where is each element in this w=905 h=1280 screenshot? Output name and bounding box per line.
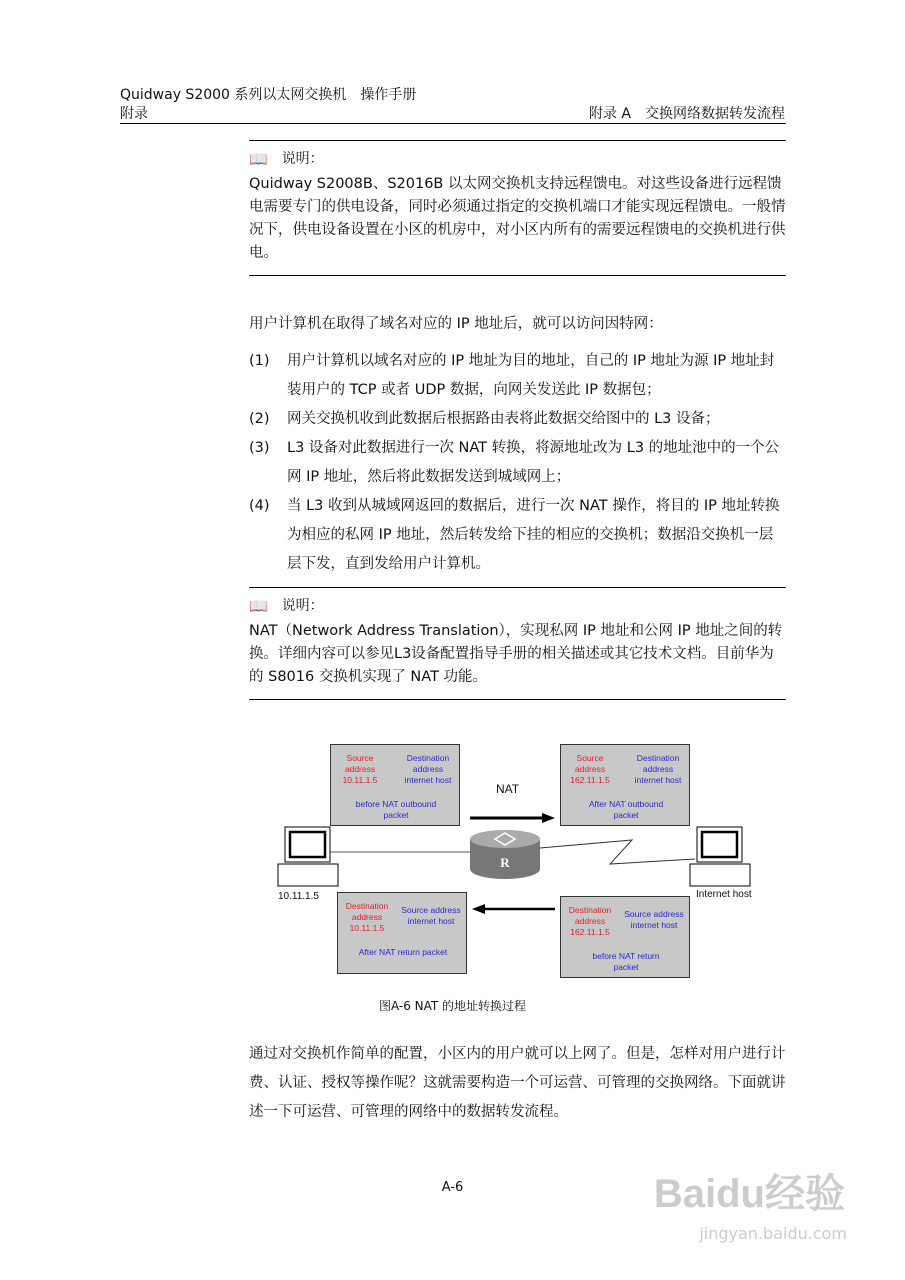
header-divider xyxy=(120,123,786,124)
nat-label: NAT xyxy=(496,782,520,796)
note-box xyxy=(249,140,786,276)
list-item: (4) 当 L3 收到从城域网返回的数据后，进行一次 NAT 操作，将目的 IP 地址转换为相应的私网 IP 地址，然后转发给下挂的相应的交换机；数据沿交换机一层层下发，直到发给用户计算机。 xyxy=(249,498,780,572)
intro-paragraph: 用户计算机在取得了域名对应的 IP 地址后，就可以访问因特网： xyxy=(249,316,663,332)
book-icon: 📖 xyxy=(249,150,268,168)
step-list xyxy=(249,347,786,579)
right-host-label: Internet host xyxy=(696,889,752,900)
packet-box: Destination address 10.11.1.5 Source address internet host After NAT return packet xyxy=(337,892,467,974)
packet-box: Destination address 162.11.1.5 Source address internet host before NAT return packet xyxy=(560,896,690,978)
note-text: NAT（Network Address Translation），实现私网 IP 地址和公网 IP 地址之间的转换。详细内容可以参见L3设备配置指导手册的相关描述或其它技术文档。目前华为的 S8016 交换机实现了 NAT 功能。 xyxy=(249,623,783,685)
list-item: (2) 网关交换机收到此数据后根据路由表将此数据交给图中的 L3 设备； xyxy=(249,411,720,427)
left-host-label: 10.11.1.5 xyxy=(278,891,319,902)
packet-box: Source address 10.11.1.5 Destination address internet host before NAT outbound packet xyxy=(330,744,460,826)
note-text: Quidway S2008B、S2016B 以太网交换机支持远程馈电。对这些设备进行远程馈电需要专门的供电设备，同时必须通过指定的交换机端口才能实现远程馈电。一般情况下，供电设备设置在小区的机房中，对小区内所有的需要远程馈电的交换机进行供电。 xyxy=(249,176,786,261)
conclusion-paragraph: 通过对交换机作简单的配置，小区内的用户就可以上网了。但是，怎样对用户进行计费、认证、授权等操作呢？这就需要构造一个可运营、可管理的交换网络。下面就讲述一下可运营、可管理的网络中的数据转发流程。 xyxy=(249,1046,786,1120)
header-left: 附录 xyxy=(120,106,148,122)
nat-diagram xyxy=(270,734,770,984)
header-right: 附录 A 交换网络数据转发流程 xyxy=(588,106,785,122)
svg-text:R: R xyxy=(500,855,510,870)
watermark-url: jingyan.baidu.com xyxy=(699,1224,847,1243)
note-label: 说明： xyxy=(281,151,324,167)
list-item: (3) L3 设备对此数据进行一次 NAT 转换，将源地址改为 L3 的地址池中的一个公网 IP 地址，然后将此数据发送到城域网上； xyxy=(249,440,780,485)
packet-box: Source address 162.11.1.5 Destination address internet host After NAT outbound packet xyxy=(560,744,690,826)
list-item: (1) 用户计算机以域名对应的 IP 地址为目的地址，自己的 IP 地址为源 IP 地址封装用户的 TCP 或者 UDP 数据，向网关发送此 IP 数据包； xyxy=(249,353,775,398)
router-icon xyxy=(470,830,540,879)
figure-caption: 图A-6 NAT 的地址转换过程 xyxy=(378,999,527,1013)
header-title: Quidway S2000 系列以太网交换机 操作手册 xyxy=(120,87,417,103)
computer-icon xyxy=(278,827,338,886)
book-icon: 📖 xyxy=(249,597,268,615)
content-column xyxy=(249,140,786,1127)
watermark-logo: Baidu经验 xyxy=(653,1172,845,1216)
computer-icon xyxy=(690,827,750,886)
note-box xyxy=(249,587,786,700)
page-number: A-6 xyxy=(441,1180,464,1195)
note-label: 说明： xyxy=(281,598,324,614)
